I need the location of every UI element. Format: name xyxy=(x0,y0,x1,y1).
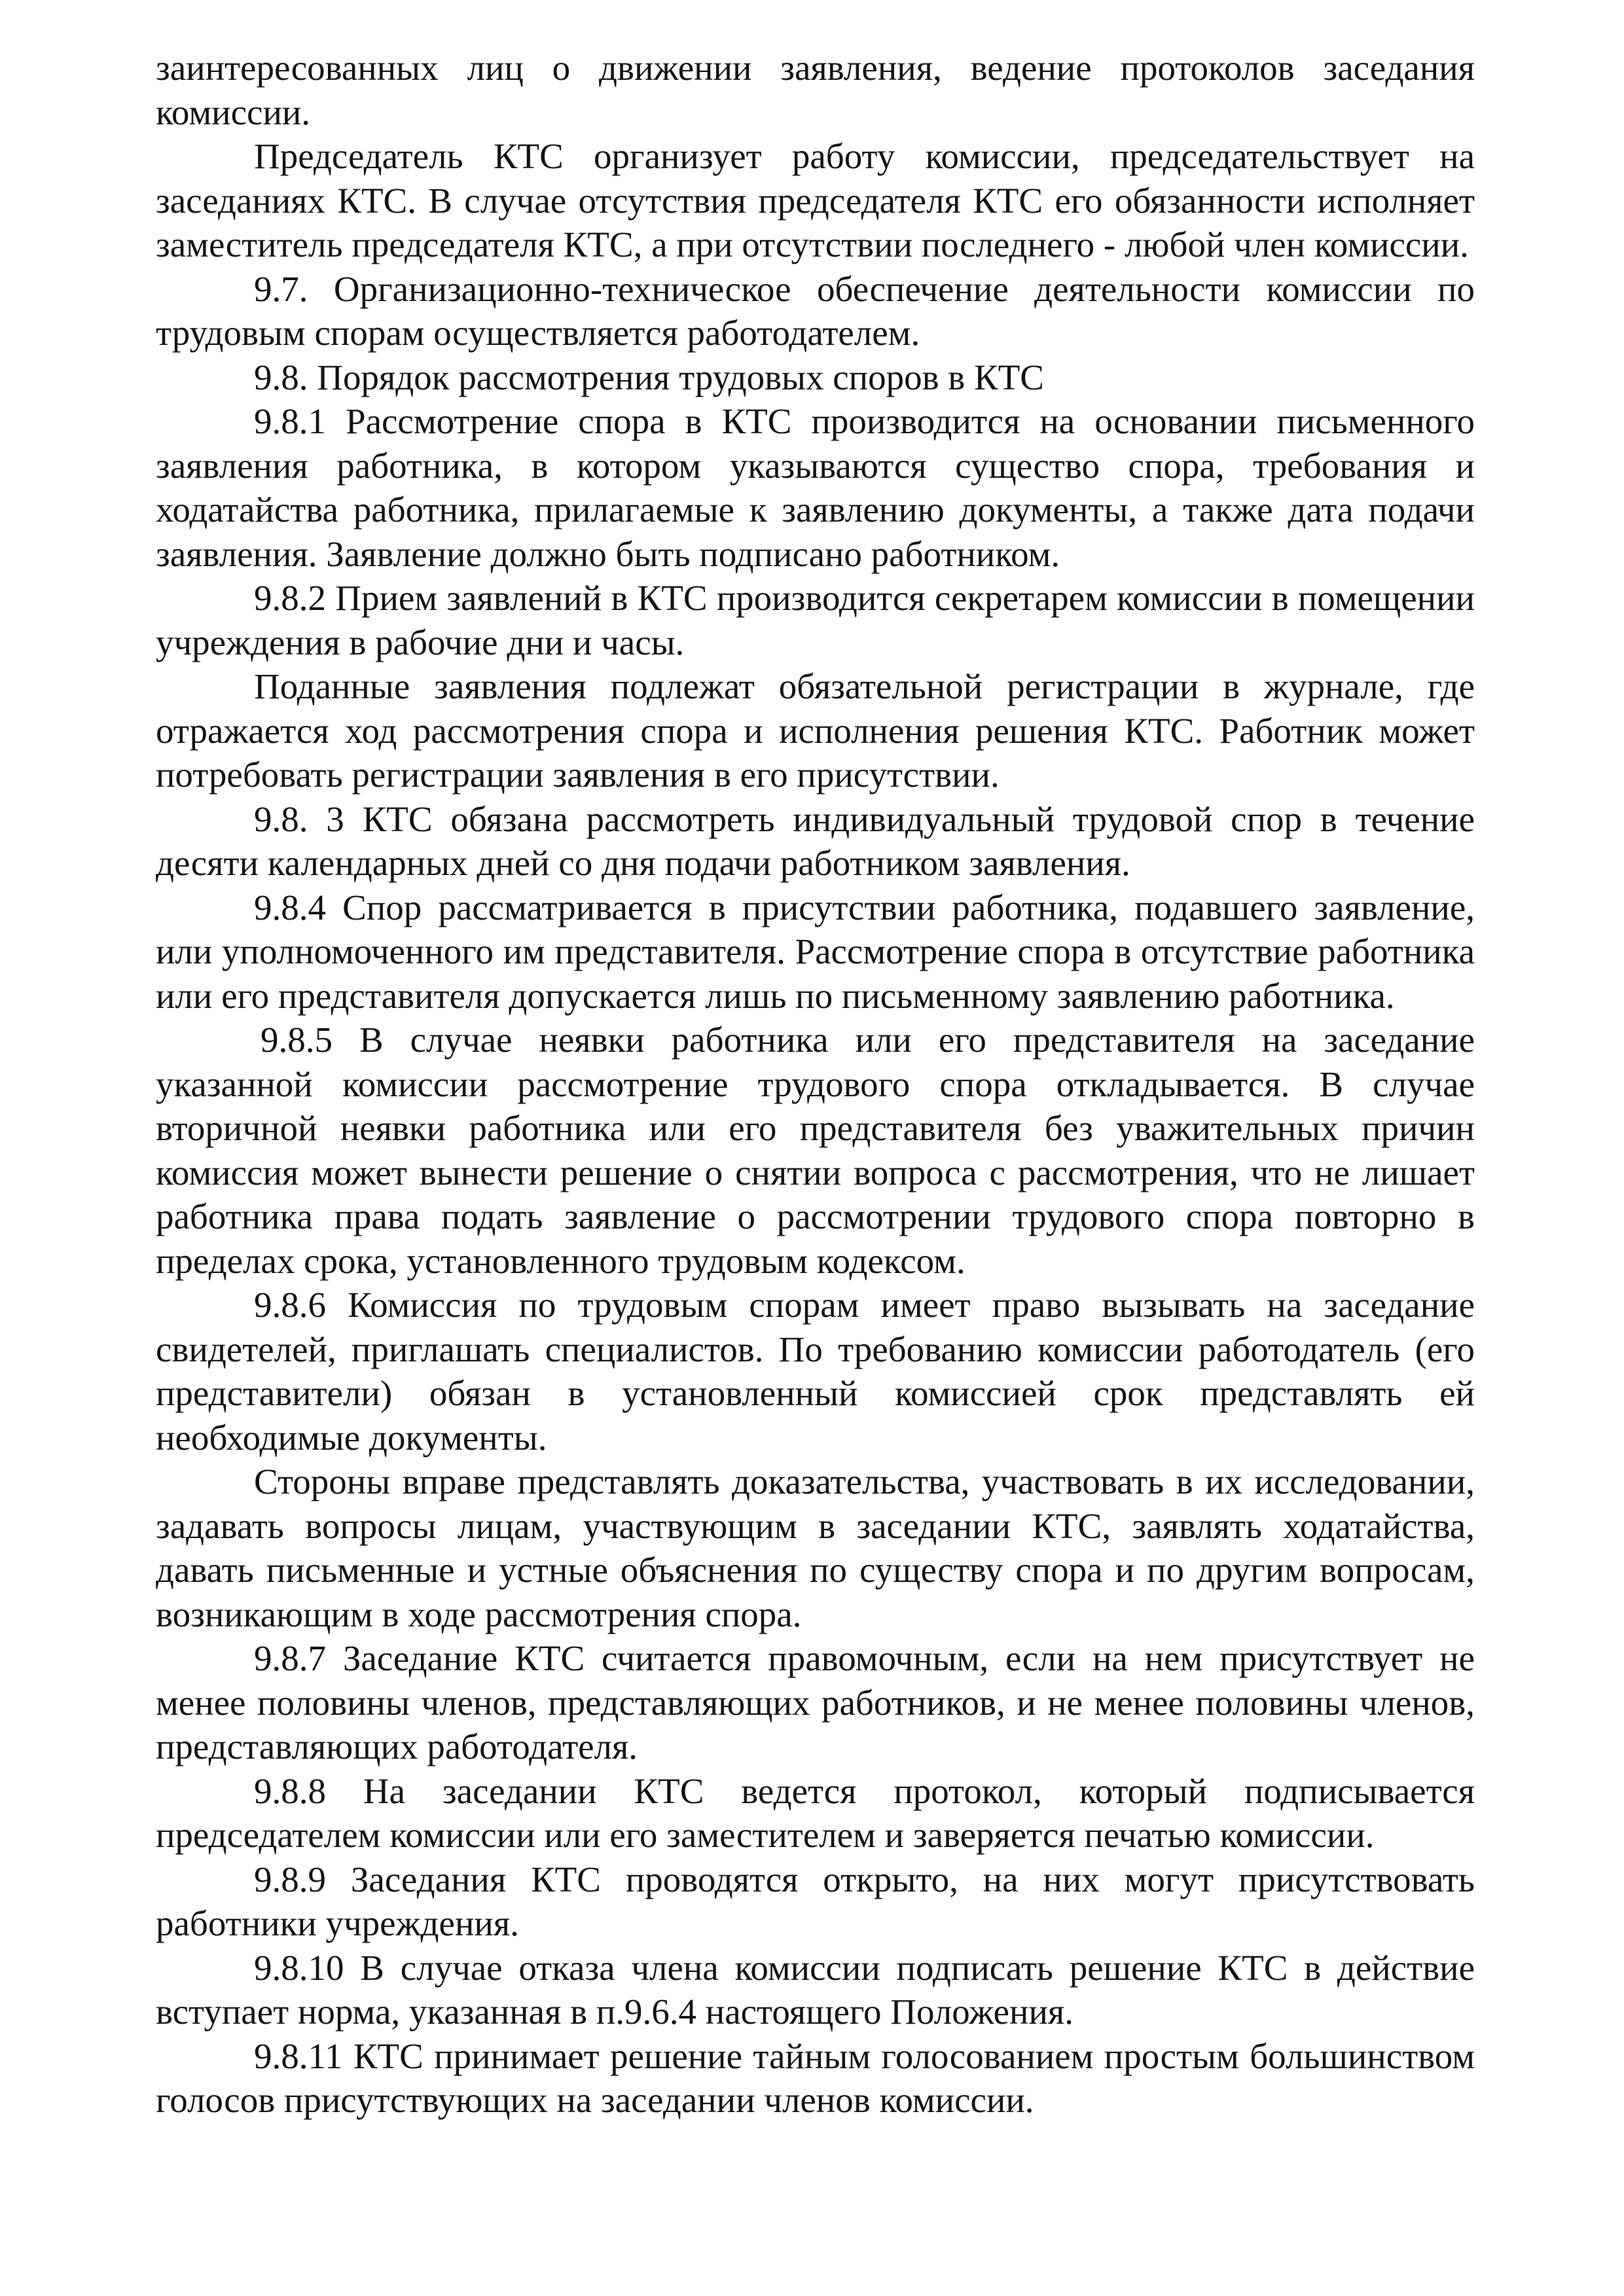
paragraph-9-8-3: 9.8. 3 КТС обязана рассмотреть индивидуальный трудовой спор в течение десяти календарных дней со дня подачи работником заявления. xyxy=(156,798,1475,883)
paragraph-9-8-5: 9.8.5 В случае неявки работника или его представителя на заседание указанной комиссии рассмотрение трудового спора откладывается. В случае вторичной неявки работника или его представителя без уважительных причин комиссия может вынести решение о снятии вопроса с рассмотрения, что не лишает работника права подать заявление о рассмотрении трудового спора повторно в пределах срока, установленного трудовым кодексом. xyxy=(156,1020,1475,1281)
paragraph-9-8-9: 9.8.9 Заседания КТС проводятся открыто, на них могут присутствовать работники учреждения. xyxy=(156,1859,1475,1943)
paragraph-9-8-10: 9.8.10 В случае отказа члена комиссии подписать решение КТС в действие вступает норма, указанная в п.9.6.4 настоящего Положения. xyxy=(156,1947,1475,2032)
paragraph-9-8-1: 9.8.1 Рассмотрение спора в КТС производится на основании письменного заявления работника, в котором указываются существо спора, требования и ходатайства работника, прилагаемые к заявлению документы, а также дата подачи заявления. Заявление должно быть подписано работником. xyxy=(156,401,1475,574)
paragraph-chairman-duties: Председатель КТС организует работу комиссии, председательствует на заседаниях КТС. В случае отсутствия председателя КТС его обязанности исполняет заместитель председателя КТС, а при отсутствии последнего - любой член комиссии. xyxy=(156,136,1475,264)
paragraph-registration: Поданные заявления подлежат обязательной регистрации в журнале, где отражается ход рассмотрения спора и исполнения решения КТС. Работник может потребовать регистрации заявления в его присутствии. xyxy=(156,666,1475,795)
paragraph-9-7: 9.7. Организационно-техническое обеспечение деятельности комиссии по трудовым спорам осуществляется работодателем. xyxy=(156,268,1475,353)
paragraph-9-8-6: 9.8.6 Комиссия по трудовым спорам имеет право вызывать на заседание свидетелей, приглашать специалистов. По требованию комиссии работодатель (его представители) обязан в установленный комиссией срок представлять ей необходимые документы. xyxy=(156,1285,1475,1458)
paragraph-9-8-8: 9.8.8 На заседании КТС ведется протокол, который подписывается председателем комиссии или его заместителем и заверяется печатью комиссии. xyxy=(156,1770,1475,1855)
paragraph-parties-rights: Стороны вправе представлять доказательства, участвовать в их исследовании, задавать вопросы лицам, участвующим в заседании КТС, заявлять ходатайства, давать письменные и устные объяснения по существу спора и по другим вопросам, возникающим в ходе рассмотрения спора. xyxy=(156,1462,1475,1634)
paragraph-continuation: заинтересованных лиц о движении заявления, ведение протоколов заседания комиссии. xyxy=(156,48,1475,132)
paragraph-9-8-2: 9.8.2 Прием заявлений в КТС производится секретарем комиссии в помещении учреждения в рабочие дни и часы. xyxy=(156,578,1475,662)
paragraph-9-8-11: 9.8.11 КТС принимает решение тайным голосованием простым большинством голосов присутствующих на заседании членов комиссии. xyxy=(156,2036,1475,2120)
paragraph-9-8-heading: 9.8. Порядок рассмотрения трудовых споров в КТС xyxy=(254,357,1044,397)
document-body xyxy=(156,46,1475,2123)
paragraph-9-8-4: 9.8.4 Спор рассматривается в присутствии работника, подавшего заявление, или уполномоченного им представителя. Рассмотрение спора в отсутствие работника или его представителя допускается лишь по письменному заявлению работника. xyxy=(156,887,1475,1016)
paragraph-9-8-7: 9.8.7 Заседание КТС считается правомочным, если на нем присутствует не менее половины членов, представляющих работников, и не менее половины членов, представляющих работодателя. xyxy=(156,1638,1475,1767)
